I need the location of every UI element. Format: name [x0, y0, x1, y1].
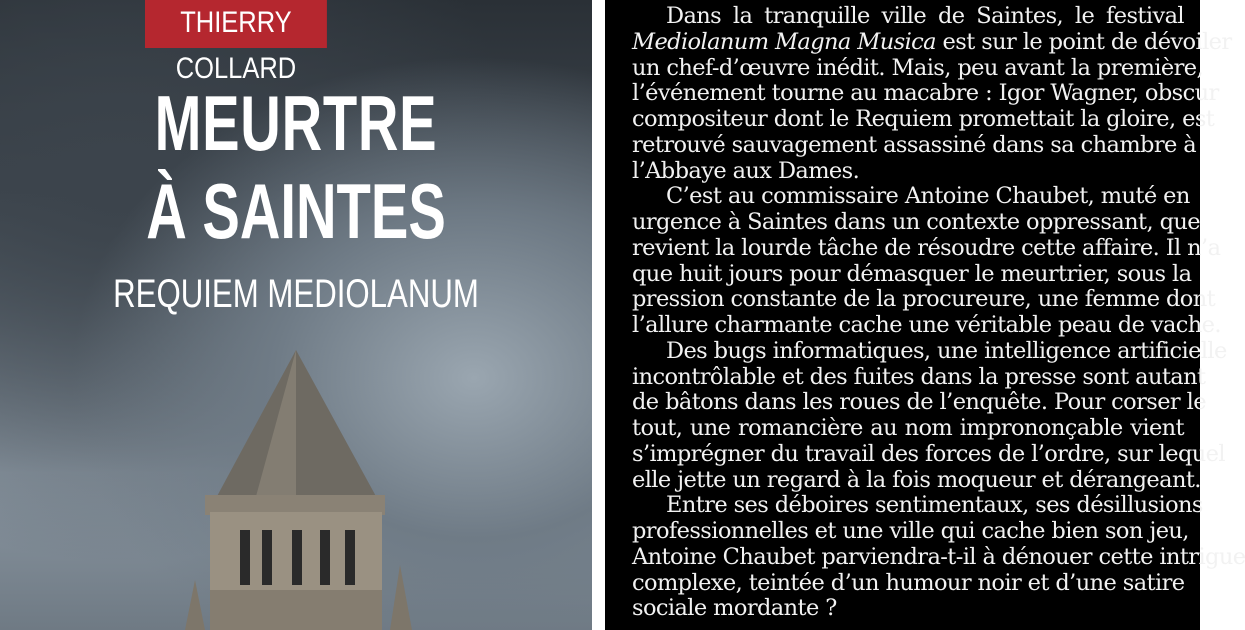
title-line-2: À SAINTES: [146, 167, 446, 255]
book-cover: [0, 0, 592, 630]
text-line: urgence à Saintes dans un contexte oppressant, que: [632, 209, 1200, 235]
text-line: elle jette un regard à la fois moqueur et dérangeant.: [632, 466, 1201, 493]
text-line: revient la lourde tâche de résoudre cette affaire. Il n’a: [632, 234, 1221, 261]
text-line: un chef-d’œuvre inédit. Mais, peu avant la première,: [632, 54, 1204, 81]
text-line: [632, 28, 1232, 55]
festival-name: Mediolanum Magna Musica: [632, 28, 936, 55]
text-line: sociale mordante ?: [632, 595, 837, 622]
divider: [592, 0, 605, 630]
title-line-1: MEURTRE: [154, 79, 438, 167]
text-line: retrouvé sauvagement assassiné dans sa chambre à: [632, 131, 1197, 158]
text-line: C’est au commissaire Antoine Chaubet, muté en: [666, 183, 1190, 210]
text-segment: est sur le point de dévoiler: [935, 28, 1232, 55]
text-line: Des bugs informatiques, une intelligence artificielle: [666, 337, 1227, 364]
text-line: compositeur dont le Requiem promettait la gloire, est: [632, 106, 1215, 132]
text-line: Entre ses déboires sentimentaux, ses désillusions: [666, 492, 1203, 519]
text-line: complexe, teintée d’un humour noir et d’une satire: [632, 569, 1185, 596]
text-line: pression constante de la procureure, une femme dont: [632, 286, 1216, 313]
text-line: l’allure charmante cache une véritable peau de vache.: [632, 312, 1221, 338]
author-name: THIERRY COLLARD: [145, 0, 327, 48]
subtitle: REQUIEM MEDIOLANUM: [113, 272, 479, 316]
text-line: professionnelles et une ville qui cache bien son jeu,: [632, 518, 1189, 544]
text-line: Dans la tranquille ville de Saintes, le festival: [666, 3, 1184, 29]
text-line: Antoine Chaubet parviendra-t-il à dénouer cette intrigue: [632, 543, 1245, 570]
back-cover-text: [605, 0, 1245, 630]
text-line: de bâtons dans les roues de l’enquête. Pour corser le: [632, 389, 1206, 416]
text-line: tout, une romancière au nom imprononçable vient: [632, 415, 1184, 441]
text-line: l’Abbaye aux Dames.: [632, 157, 860, 184]
text-line: s’imprégner du travail des forces de l’ordre, sur lequel: [632, 440, 1225, 467]
text-line: que huit jours pour démasquer le meurtrier, sous la: [632, 260, 1192, 287]
text-line: incontrôlable et des fuites dans la presse sont autant: [632, 363, 1206, 390]
text-line: l’événement tourne au macabre : Igor Wagner, obscur: [632, 80, 1219, 107]
